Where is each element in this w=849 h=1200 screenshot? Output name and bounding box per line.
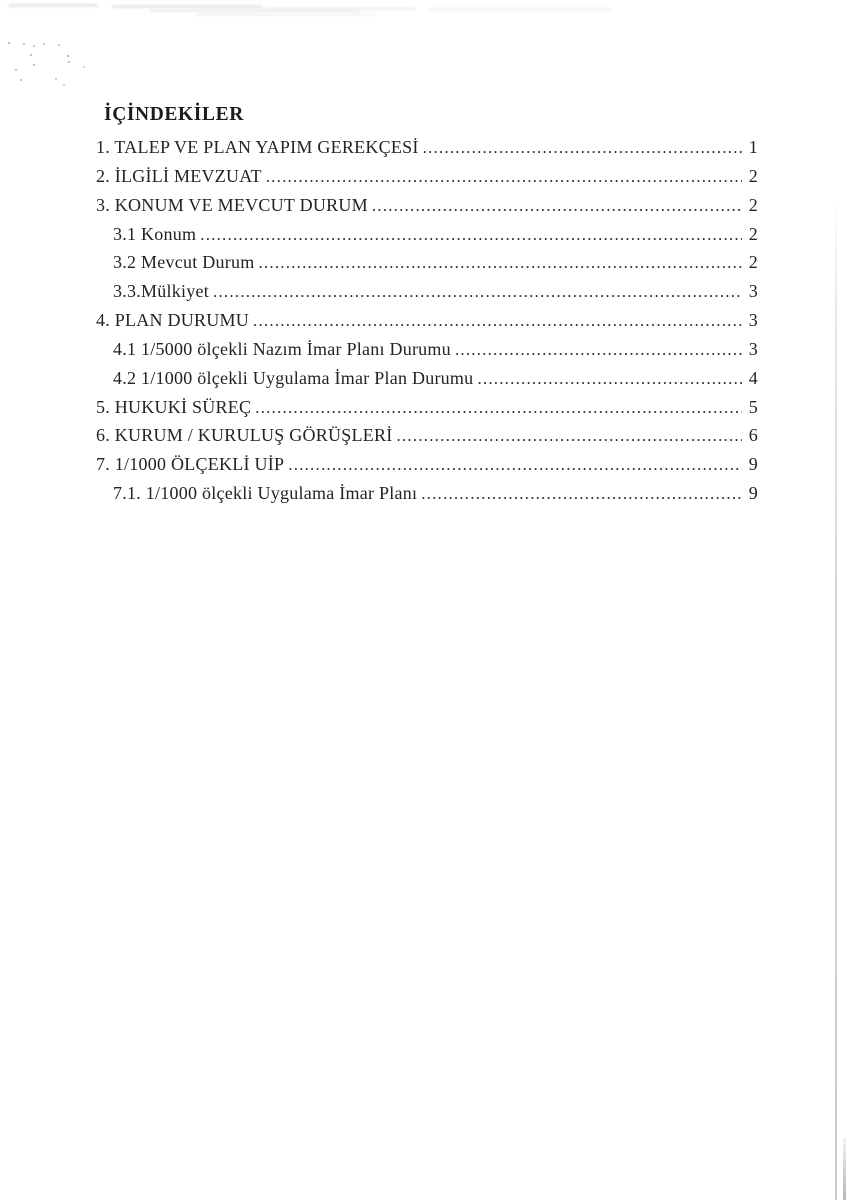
toc-entry [96,220,758,249]
toc-entry-label: 4.1 1/5000 ölçekli Nazım İmar Planı Durumu [113,338,451,359]
toc-leader-dots [213,277,742,307]
toc-entry-label: 5. HUKUKİ SÜREÇ [96,396,252,417]
toc-page-number: 6 [748,425,758,446]
toc-page-number: 5 [748,396,758,417]
toc-entry-label: 4. PLAN DURUMU [96,310,250,331]
toc-page-number: 2 [748,194,758,215]
toc-leader-dots [255,393,742,423]
toc-page-number: 9 [748,454,758,475]
page-title: İÇİNDEKİLER [104,104,244,125]
toc-entry [96,479,758,508]
toc-entry-label: 6. KURUM / KURULUŞ GÖRÜŞLERİ [96,425,393,446]
toc-entry-list [96,133,758,508]
toc-leader-dots [266,162,742,192]
toc-page-number: 2 [748,165,758,186]
page-edge-shadow-bottom [843,1138,846,1200]
toc-entry [96,277,758,306]
toc-leader-dots [397,421,742,451]
toc-entry [96,450,758,479]
toc-entry-label: 2. İLGİLİ MEVZUAT [96,165,262,186]
toc-entry-label: 1. TALEP VE PLAN YAPIM GEREKÇESİ [96,137,419,157]
toc-entry [96,421,758,450]
toc-entry-label: 3. KONUM VE MEVCUT DURUM [96,194,368,215]
toc-page-number: 2 [748,223,758,244]
toc-page-number: 9 [748,483,758,504]
table-of-contents [96,103,758,508]
toc-entry [96,248,758,277]
toc-entry-label: 4.2 1/1000 ölçekli Uygulama İmar Plan Durumu [113,367,474,388]
toc-entry-label: 7.1. 1/1000 ölçekli Uygulama İmar Planı [113,483,418,504]
toc-leader-dots [423,133,742,163]
toc-entry [96,393,758,422]
toc-entry-label: 3.1 Konum [113,223,197,244]
toc-entry [96,306,758,335]
toc-entry [96,162,758,191]
toc-entry-label: 3.3.Mülkiyet [113,281,209,302]
scan-smudge-top [0,0,849,18]
page-edge-shadow [835,195,837,1200]
toc-entry-label: 7. 1/1000 ÖLÇEKLİ UİP [96,454,285,475]
toc-leader-dots [258,248,742,278]
toc-entry [96,133,758,162]
toc-page-number: 3 [748,310,758,331]
toc-leader-dots [455,335,742,365]
toc-leader-dots [288,450,742,480]
pencil-speckles [8,42,10,44]
toc-entry [96,364,758,393]
toc-page-number: 4 [748,367,758,388]
toc-entry [96,335,758,364]
toc-page-number: 2 [748,252,758,273]
toc-leader-dots [421,479,742,509]
toc-page-number: 3 [748,281,758,302]
toc-leader-dots [477,364,742,394]
toc-leader-dots [372,191,742,221]
toc-page-number: 1 [748,137,758,157]
toc-page-number: 3 [748,338,758,359]
toc-entry [96,191,758,220]
toc-entry-label: 3.2 Mevcut Durum [113,252,255,273]
toc-leader-dots [253,306,742,336]
toc-leader-dots [200,220,742,250]
